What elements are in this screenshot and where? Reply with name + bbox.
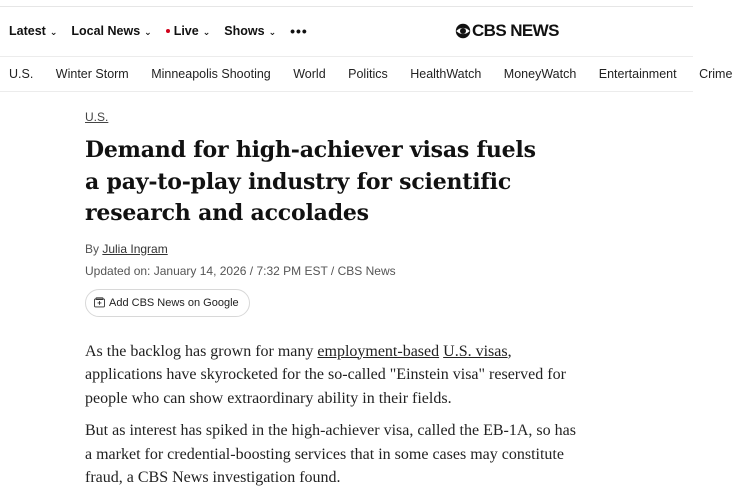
add-on-google-button[interactable] bbox=[85, 289, 250, 317]
us-visas-link[interactable]: U.S. visas bbox=[443, 342, 508, 360]
subnav-item-crime[interactable]: Crime bbox=[699, 67, 733, 81]
paragraph-1 bbox=[85, 340, 585, 411]
subnav-item-world[interactable]: World bbox=[293, 67, 326, 81]
chevron-down-icon: ⌄ bbox=[144, 26, 152, 37]
nav-local-news[interactable] bbox=[71, 24, 151, 38]
add-source-icon bbox=[94, 297, 105, 308]
byline bbox=[85, 242, 645, 256]
nav-live[interactable] bbox=[166, 24, 211, 38]
article-body bbox=[85, 340, 585, 490]
section-nav bbox=[0, 56, 733, 92]
primary-nav bbox=[9, 24, 322, 38]
live-dot-icon bbox=[166, 29, 170, 33]
nav-latest-label: Latest bbox=[9, 24, 46, 38]
p1-text-start: As the backlog has grown for many bbox=[85, 342, 318, 360]
chevron-down-icon: ⌄ bbox=[268, 26, 277, 37]
logo-text: CBS NEWS bbox=[472, 21, 559, 40]
section-kicker-link[interactable]: U.S. bbox=[85, 110, 109, 124]
subnav-item-minneapolis-shooting[interactable]: Minneapolis Shooting bbox=[151, 67, 271, 81]
nav-shows[interactable] bbox=[224, 24, 276, 38]
subnav-item-winter-storm[interactable]: Winter Storm bbox=[55, 67, 129, 81]
chevron-down-icon: ⌄ bbox=[202, 26, 211, 37]
subnav-item-healthwatch[interactable]: HealthWatch bbox=[410, 67, 482, 81]
add-on-google-label: Add CBS News on Google bbox=[109, 296, 239, 309]
p1-text-end: , applications have skyrocketed for the so-called "Einstein visa" reserved for people who can show extraordinary ability in their fields. bbox=[85, 342, 566, 407]
updated-timestamp: Updated on: January 14, 2026 / 7:32 PM EST / CBS News bbox=[85, 263, 396, 278]
subnav-item-moneywatch[interactable]: MoneyWatch bbox=[503, 67, 577, 81]
nav-shows-label: Shows bbox=[224, 24, 265, 38]
subnav-item-entertainment[interactable]: Entertainment bbox=[598, 67, 677, 81]
employment-based-link[interactable]: employment-based bbox=[317, 342, 440, 360]
cbs-news-logo[interactable] bbox=[455, 21, 559, 41]
author-link[interactable]: Julia Ingram bbox=[102, 241, 168, 256]
more-menu-button[interactable]: ••• bbox=[290, 23, 308, 39]
paragraph-2: But as interest has spiked in the high-achiever visa, called the EB-1A, so has a market for credential-boosting services that in some cases may constitute fraud, a CBS News investigation found. bbox=[85, 422, 576, 486]
article-headline: Demand for high-achiever visas fuels a pay-to-play industry for scientific research and accolades bbox=[85, 137, 536, 226]
top-border bbox=[0, 0, 693, 7]
cbs-eye-icon bbox=[455, 23, 471, 39]
subnav-item-politics[interactable]: Politics bbox=[348, 67, 388, 81]
article bbox=[85, 108, 645, 499]
chevron-down-icon: ⌄ bbox=[49, 26, 58, 37]
site-header bbox=[0, 7, 693, 55]
nav-local-news-label: Local News bbox=[71, 24, 141, 38]
byline-prefix: By bbox=[85, 241, 103, 256]
subnav-item-us[interactable]: U.S. bbox=[9, 67, 34, 81]
nav-live-label: Live bbox=[173, 24, 199, 38]
nav-latest[interactable] bbox=[9, 24, 57, 38]
